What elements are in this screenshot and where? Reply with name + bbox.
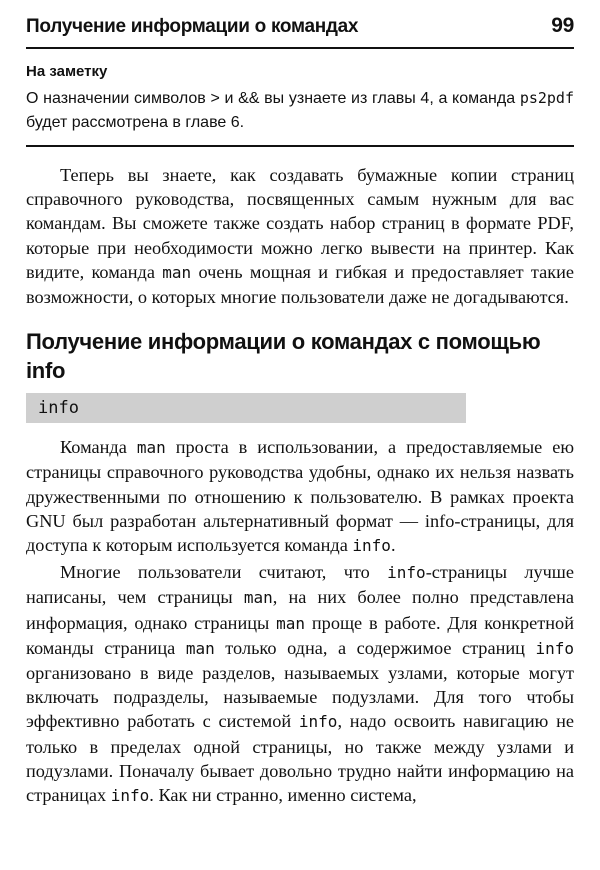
paragraph-info-pages — [26, 560, 574, 808]
paragraph-intro — [26, 163, 574, 309]
text-run: Команда — [60, 437, 137, 458]
section-heading: Получение информации о командах с помощью info — [26, 329, 541, 384]
paragraph-man-vs-info — [26, 435, 574, 558]
note-body — [26, 86, 574, 135]
inline-command: man — [243, 588, 273, 608]
inline-command: man — [185, 638, 215, 658]
inline-command: info — [387, 563, 426, 583]
text-run: проста в использовании, а предоставляемые ею страницы справочного руководства удобны, однако их нельзя назвать дружественными по отношению к пользователю. В рамках проекта GNU был разработан альтернативный формат — info-страницы, для доступа к которым используется команда — [26, 437, 574, 556]
inline-command: man — [136, 438, 166, 458]
inline-command: man — [162, 262, 192, 282]
command-syntax-bar — [26, 393, 466, 423]
text-run: . Как ни странно, именно система, — [149, 785, 417, 806]
book-page — [26, 12, 574, 808]
command-syntax: info — [38, 398, 79, 419]
note-text-end: будет рассмотрена в главе 6. — [26, 114, 245, 131]
note-rule — [26, 145, 574, 147]
text-run: очень мощная и гибкая и предоставляет такие возможности, о которых многие пользователи даже не догадываются. — [26, 261, 574, 308]
text-run: организовано в виде разделов, называемых узлами, которые могут включать подразделы, называемые подузлами. Для того чтобы эффективно работать с системой — [26, 663, 574, 732]
text-run: , на них более полно представлена информация, однако страницы — [26, 587, 574, 633]
note-title: На заметку — [26, 63, 108, 80]
note-box — [26, 63, 574, 135]
note-command: ps2pdf — [519, 89, 574, 107]
page-number: 99 — [551, 14, 574, 37]
text-run: , надо освоить навигацию не только в пределах одной страницы, но также между узлами и подузлами. Поначалу бывает довольно трудно найти информацию на страницах — [26, 711, 574, 806]
text-run: Многие пользователи считают, что — [60, 562, 388, 583]
running-title: Получение информации о командах — [26, 16, 359, 37]
inline-command: man — [276, 613, 306, 633]
text-run: . — [390, 535, 396, 556]
text-run: -страницы лучше написаны, чем страницы — [26, 562, 574, 608]
inline-command: info — [535, 638, 575, 658]
text-run: проще в работе. Для конкретной команды страница — [26, 612, 574, 658]
inline-command: info — [110, 786, 150, 806]
note-text: О назначении символов > и && вы узнаете из главы 4, а команда — [26, 90, 516, 107]
text-run: только одна, а содержимое страниц — [214, 637, 536, 658]
header-rule — [26, 47, 574, 49]
text-run: Теперь вы знаете, как создавать бумажные копии страниц справочного руководства, посвященных самым нужным для вас командам. Вы сможете также создать набор страниц в формате PDF, которые при необходимости можно легко вывести на принтер. Как видите, команда — [26, 165, 574, 282]
inline-command: info — [298, 712, 338, 732]
running-header — [26, 12, 574, 38]
inline-command: info — [352, 536, 391, 556]
